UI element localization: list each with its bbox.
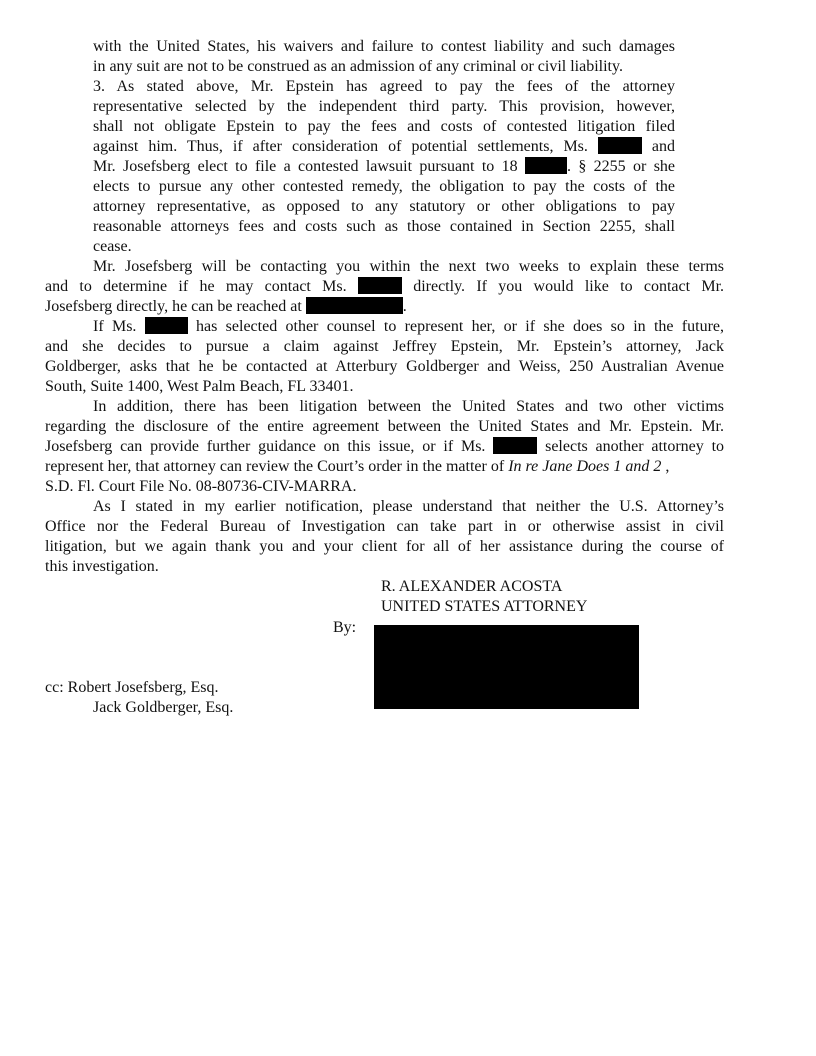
text-segment: and xyxy=(651,138,676,155)
text-line: litigation, but we again thank you and your client for all of her assistance during the course of xyxy=(45,538,724,555)
text-line: elects to pursue any other contested remedy, the obligation to pay the costs of the xyxy=(93,178,675,195)
text-line: with the United States, his waivers and failure to contest liability and such damages xyxy=(93,38,675,55)
text-line xyxy=(45,277,724,297)
item-2-continuation xyxy=(93,37,675,77)
text-segment: has selected other counsel to represent her, or if she does so in the future, xyxy=(196,318,725,335)
text-line: reasonable attorneys fees and costs such as those contained in Section 2255, shall xyxy=(93,218,675,235)
text-line: Goldberger, asks that he be contacted at Atterbury Goldberger and Weiss, 250 Australian Avenue xyxy=(45,358,724,375)
numbered-item-3 xyxy=(93,77,675,257)
text-line xyxy=(45,317,724,337)
text-segment: . § 2255 or she xyxy=(566,158,676,175)
text-line: shall not obligate Epstein to pay the fees and costs of contested litigation filed xyxy=(93,118,675,135)
paragraph-litigation xyxy=(45,397,724,497)
cc-block xyxy=(45,678,233,718)
text-segment: Mr. Josefsberg elect to file a contested lawsuit pursuant to 18 xyxy=(93,158,518,175)
redaction-box xyxy=(145,317,188,334)
redaction-box xyxy=(525,157,567,174)
text-line: regarding the disclosure of the entire agreement between the United States and Mr. Epstein. Mr. xyxy=(45,418,724,435)
text-segment: represent her, that attorney can review the Court’s order in the matter of xyxy=(45,458,505,475)
redaction-box xyxy=(358,277,402,294)
text-segment: , xyxy=(661,458,670,475)
redaction-box xyxy=(598,137,642,154)
case-name: In re Jane Does 1 and 2 xyxy=(508,458,662,475)
text-segment: Josefsberg directly, he can be reached at xyxy=(45,298,302,315)
paragraph-counsel xyxy=(45,317,724,397)
text-line xyxy=(45,297,724,317)
text-line xyxy=(45,457,724,477)
text-line: in any suit are not to be construed as an admission of any criminal or civil liability. xyxy=(93,58,623,75)
text-line: and she decides to pursue a claim against Jeffrey Epstein, Mr. Epstein’s attorney, Jack xyxy=(45,338,724,355)
redaction-box xyxy=(306,297,403,314)
text-line: attorney representative, as opposed to any statutory or other obligations to pay xyxy=(93,198,675,215)
text-line: Office nor the Federal Bureau of Investigation can take part in or otherwise assist in civil xyxy=(45,518,724,535)
text-line xyxy=(93,157,675,177)
by-label: By: xyxy=(333,619,357,636)
paragraph-contact xyxy=(45,257,724,317)
text-segment: selects another attorney to xyxy=(545,438,725,455)
text-line: South, Suite 1400, West Palm Beach, FL 33401. xyxy=(45,378,354,395)
text-line xyxy=(45,437,724,457)
text-line: As I stated in my earlier notification, please understand that neither the U.S. Attorney’s xyxy=(93,498,724,515)
text-line: S.D. Fl. Court File No. 08-80736-CIV-MARRA. xyxy=(45,478,357,495)
redaction-box xyxy=(493,437,537,454)
text-segment: and to determine if he may contact Ms. xyxy=(45,278,347,295)
text-line: cease. xyxy=(93,238,132,255)
text-segment: Josefsberg can provide further guidance on this issue, or if Ms. xyxy=(45,438,486,455)
cc-line-1: cc: Robert Josefsberg, Esq. xyxy=(45,679,219,696)
signature-title: UNITED STATES ATTORNEY xyxy=(381,598,588,615)
text-line: In addition, there has been litigation between the United States and two other victims xyxy=(93,398,724,415)
paragraph-closing xyxy=(45,497,724,577)
text-line xyxy=(93,137,675,157)
text-segment: against him. Thus, if after consideration of potential settlements, Ms. xyxy=(93,138,588,155)
cc-line-2: Jack Goldberger, Esq. xyxy=(93,699,234,716)
text-line: Mr. Josefsberg will be contacting you within the next two weeks to explain these terms xyxy=(93,258,724,275)
signature-name: R. ALEXANDER ACOSTA xyxy=(381,578,563,595)
text-segment: If Ms. xyxy=(93,318,137,335)
text-line: representative selected by the independent third party. This provision, however, xyxy=(93,98,675,115)
redacted-signature-box xyxy=(374,625,639,709)
text-line: 3. As stated above, Mr. Epstein has agreed to pay the fees of the attorney xyxy=(93,78,675,95)
text-segment: . xyxy=(402,298,407,315)
text-line: this investigation. xyxy=(45,558,159,575)
text-segment: directly. If you would like to contact Mr. xyxy=(413,278,725,295)
